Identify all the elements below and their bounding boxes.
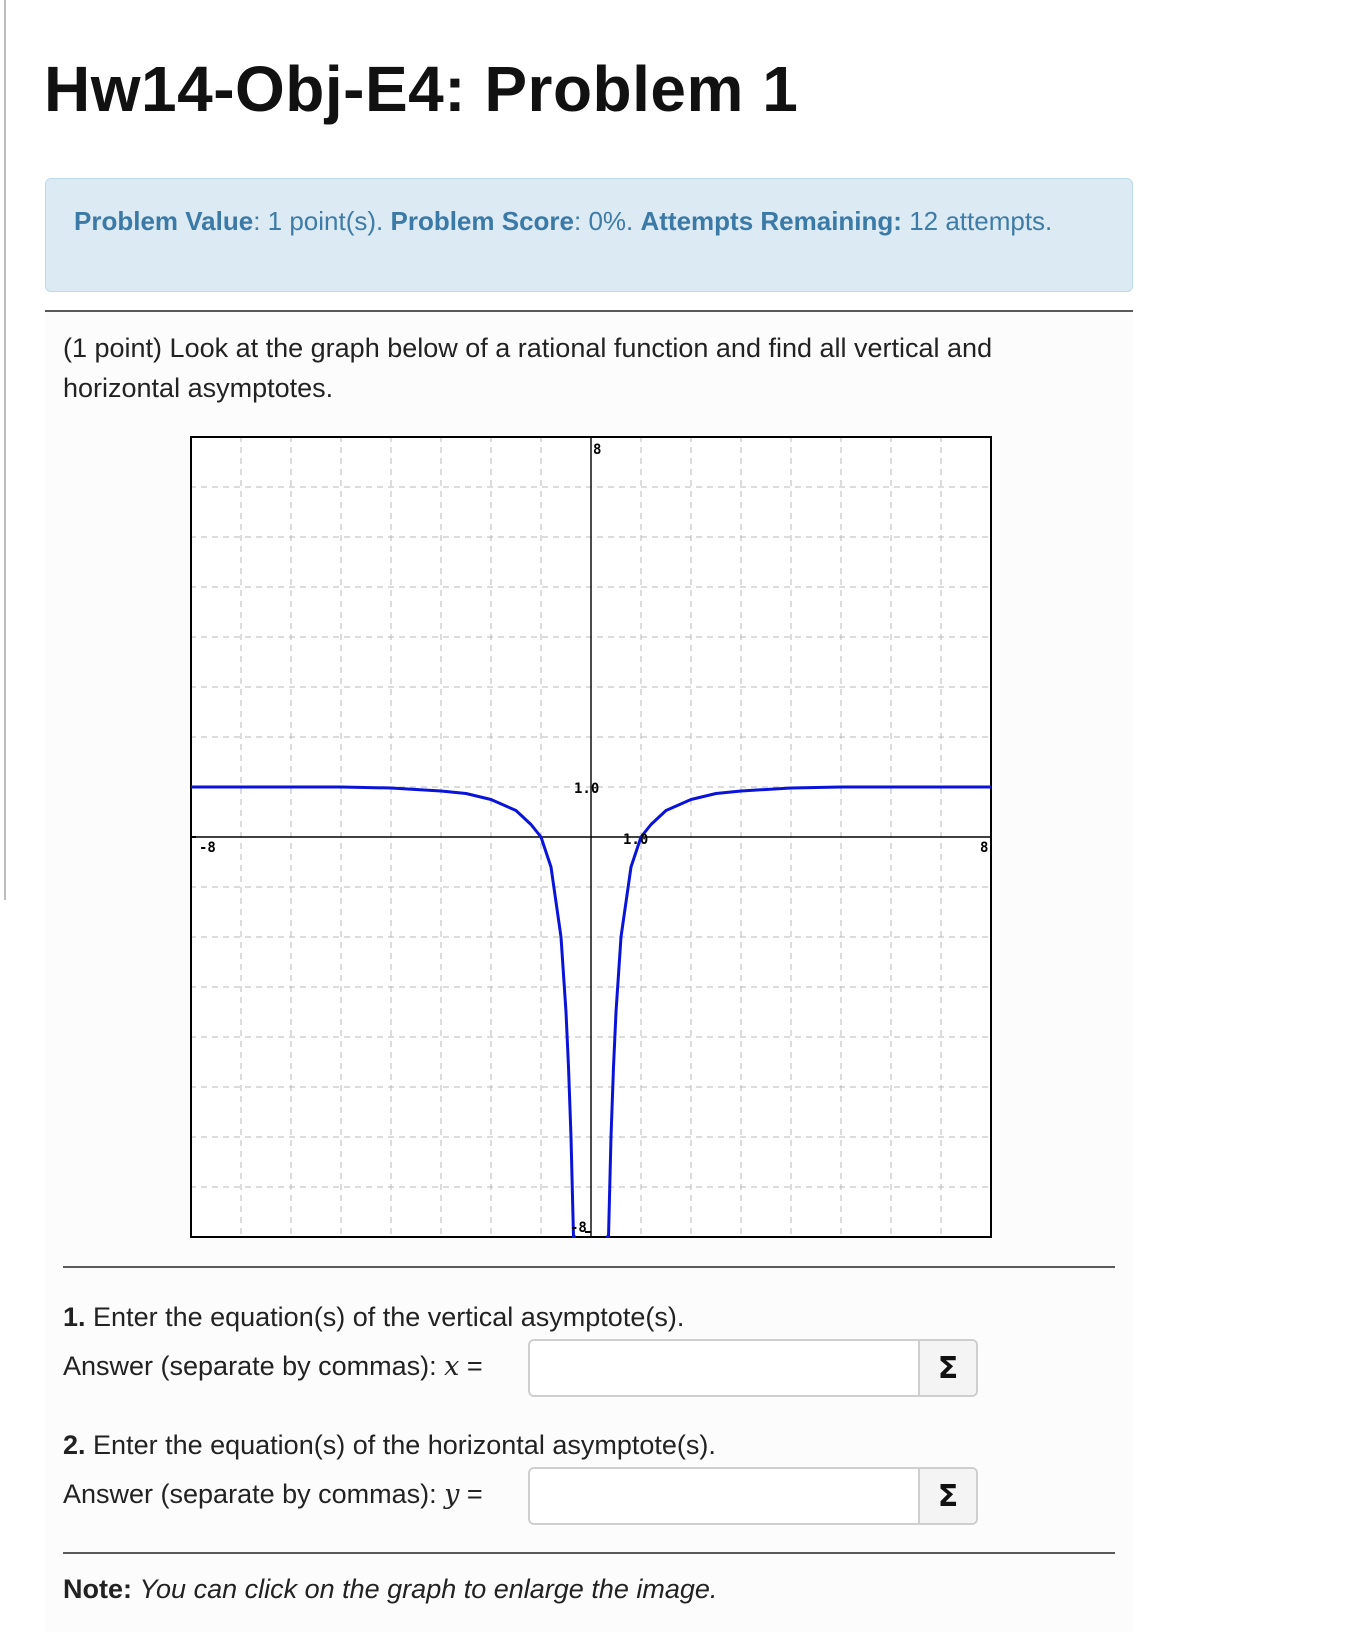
x-tick-label: 1.0	[623, 832, 649, 848]
left-border-rule	[4, 0, 6, 900]
problem-value-text: : 1 point(s).	[253, 206, 384, 236]
rational-function-graph[interactable]	[190, 436, 992, 1238]
question-2-text: Enter the equation(s) of the horizontal asymptote(s).	[93, 1430, 716, 1460]
y-min-label: -8	[570, 1220, 587, 1236]
answer-1-variable: x	[444, 1351, 460, 1382]
problem-value-label: Problem Value	[74, 206, 254, 236]
attempts-remaining-label: Attempts Remaining:	[640, 206, 902, 236]
attempts-remaining-text: 12 attempts.	[909, 206, 1053, 236]
note	[63, 1574, 717, 1605]
horizontal-asymptote-input[interactable]	[530, 1469, 918, 1523]
answers-divider	[63, 1552, 1115, 1554]
answer-2-label	[63, 1479, 483, 1510]
sigma-icon: Σ	[937, 1478, 959, 1514]
question-2-label	[63, 1430, 716, 1461]
x-max-label: 8	[980, 840, 989, 856]
answer-2-equals: =	[466, 1479, 483, 1509]
question-1-label	[63, 1302, 684, 1333]
answer-2-variable: y	[444, 1479, 460, 1510]
answer-1-equals: =	[466, 1351, 483, 1381]
note-text: You can click on the graph to enlarge the image.	[139, 1574, 718, 1604]
x-min-label: -8	[199, 840, 216, 856]
problem-info-box	[45, 178, 1133, 292]
answer-2-group	[528, 1467, 978, 1525]
y-tick-label: 1.0	[574, 781, 600, 797]
graph-divider	[63, 1266, 1115, 1268]
y-max-label: 8	[593, 442, 602, 458]
problem-score-text: : 0%.	[574, 206, 634, 236]
answer-1-prefix: Answer (separate by commas):	[63, 1351, 437, 1381]
answer-1-group	[528, 1339, 978, 1397]
equation-editor-button-1[interactable]	[918, 1341, 976, 1395]
problem-prompt: (1 point) Look at the graph below of a rational function and find all vertical and horizontal asymptotes.	[63, 333, 993, 403]
answer-2-prefix: Answer (separate by commas):	[63, 1479, 437, 1509]
equation-editor-button-2[interactable]	[918, 1469, 976, 1523]
vertical-asymptote-input[interactable]	[530, 1341, 918, 1395]
question-1-number: 1.	[63, 1302, 86, 1332]
page-title: Hw14-Obj-E4: Problem 1	[44, 53, 799, 125]
question-2-number: 2.	[63, 1430, 86, 1460]
question-1-text: Enter the equation(s) of the vertical asymptote(s).	[93, 1302, 685, 1332]
note-label: Note:	[63, 1574, 132, 1604]
problem-score-label: Problem Score	[390, 206, 574, 236]
answer-1-label	[63, 1351, 483, 1382]
sigma-icon: Σ	[937, 1350, 959, 1386]
